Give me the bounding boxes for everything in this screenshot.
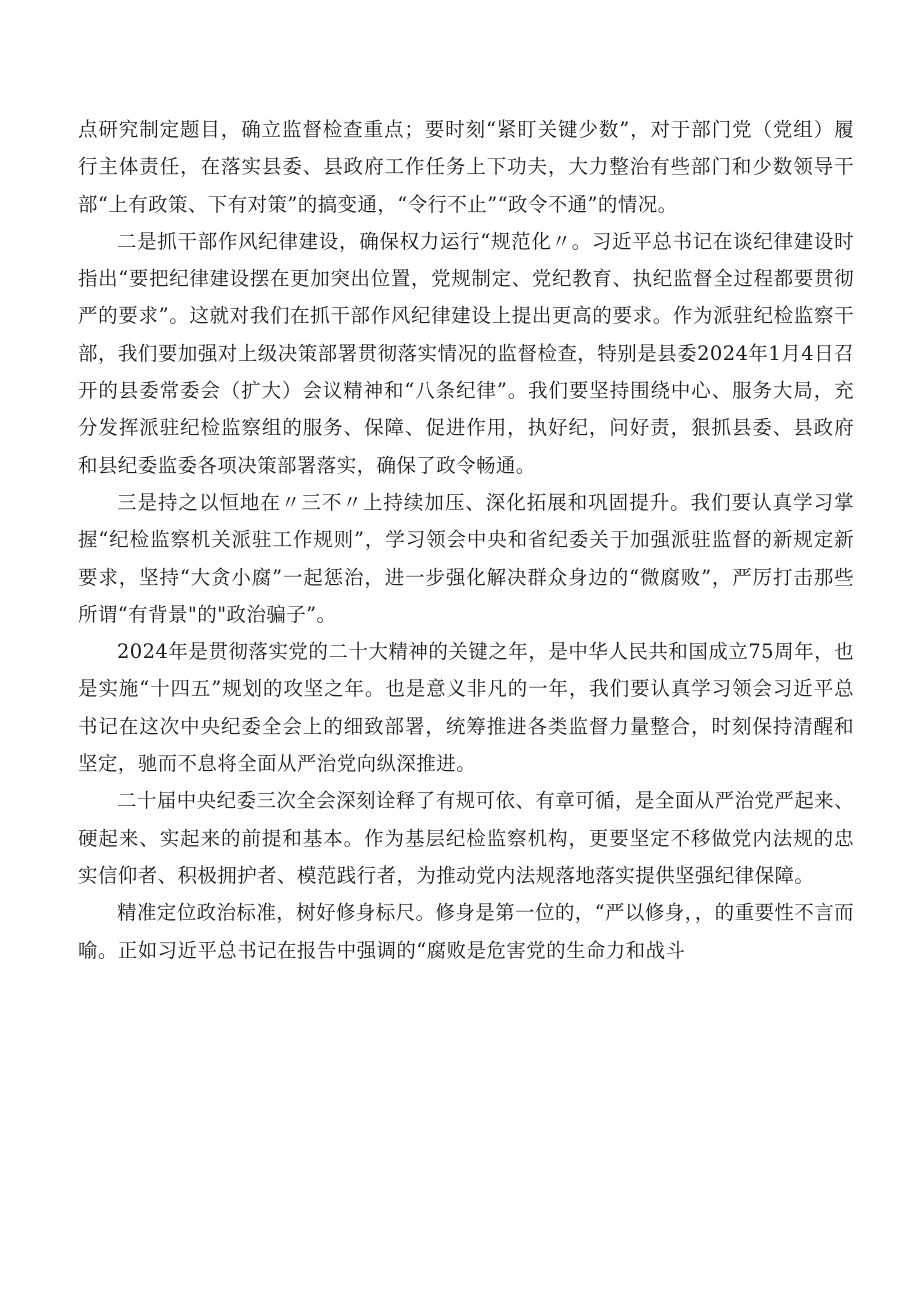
- paragraph-2: 二是抓干部作风纪律建设，确保权力运行“规范化〃。习近平总书记在谈纪律建设时指出“要把纪律建设摆在更加突出位置，党规制定、党纪教育、执纪监督全过程都要贯彻严的要求”。这就对我们在抓干部作风纪律建设上提出更高的要求。作为派驻纪检监察干部，我们要加强对上级决策部署贯彻落实情况的监督检查，特别是县委2024年1月4日召开的县委常委会（扩大）会议精神和“八条纪律”。我们要坚持围绕中心、服务大局，充分发挥派驻纪检监察组的服务、保障、促进作用，执好纪，问好责，狠抓县委、县政府和县纪委监委各项决策部署落实，确保了政令畅通。: [78, 229, 854, 477]
- paragraph-3: 三是持之以恒地在〃三不〃上持续加压、深化拓展和巩固提升。我们要认真学习掌握“纪检监察机关派驻工作规则”，学习领会中央和省纪委关于加强派驻监督的新规定新要求，坚持“大贪小腐”一起惩治，进一步强化解决群众身边的“微腐败”，严厉打击那些所谓“有背景"的"政治骗子”。: [78, 490, 854, 626]
- paragraph-6: 精准定位政治标准，树好修身标尺。修身是第一位的，“严以修身，，的重要性不言而喻。正如习近平总书记在报告中强调的“腐败是危害党的生命力和战斗: [78, 901, 854, 962]
- paragraph-5: 二十届中央纪委三次全会深刻诠释了有规可依、有章可循，是全面从严治党严起来、硬起来、实起来的前提和基本。作为基层纪检监察机构，更要坚定不移做党内法规的忠实信仰者、积极拥护者、模范践行者，为推动党内法规落地落实提供坚强纪律保障。: [78, 789, 854, 887]
- document-body: [78, 111, 854, 969]
- paragraph-4: 2024年是贯彻落实党的二十大精神的关键之年，是中华人民共和国成立75周年，也是实施“十四五”规划的攻坚之年。也是意义非凡的一年，我们要认真学习领会习近平总书记在这次中央纪委全会上的细致部署，统筹推进各类监督力量整合，时刻保持清醒和坚定，驰而不息将全面从严治党向纵深推进。: [78, 640, 854, 776]
- paragraph-1: 点研究制定题目，确立监督检查重点；要时刻“紧盯关键少数”，对于部门党（党组）履行主体责任，在落实县委、县政府工作任务上下功夫，大力整治有些部门和少数领导干部“上有政策、下有对策”的搞变通，“令行不止”“政令不通”的情况。: [78, 118, 854, 216]
